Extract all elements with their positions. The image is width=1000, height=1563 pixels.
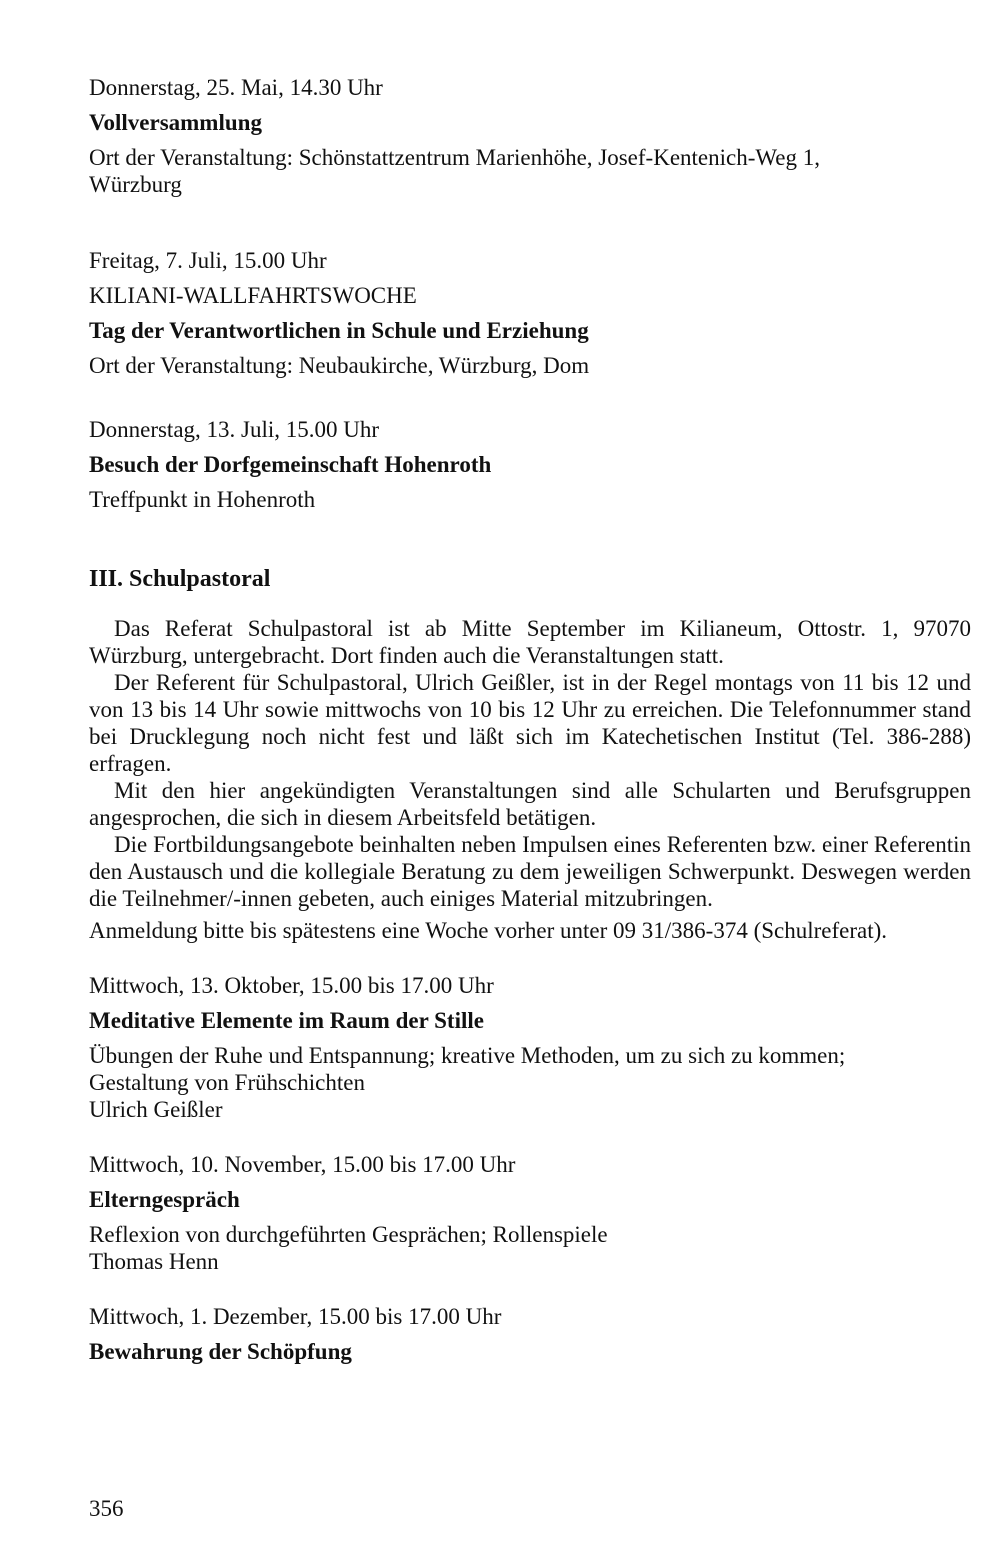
- event-kiliani: [89, 247, 971, 379]
- section-heading: III. Schulpastoral: [89, 566, 271, 592]
- event-speaker: Ulrich Geißler: [89, 1097, 223, 1122]
- event-title: Meditative Elemente im Raum der Stille: [89, 1008, 484, 1033]
- event-location: Ort der Veranstaltung: Schönstattzentrum Marienhöhe, Josef-Kentenich-Weg 1,: [89, 145, 820, 170]
- event-date: Donnerstag, 25. Mai, 14.30 Uhr: [89, 75, 383, 100]
- section-schulpastoral: [89, 566, 971, 944]
- event-elterngespraech: [89, 1151, 971, 1275]
- event-date: Freitag, 7. Juli, 15.00 Uhr: [89, 248, 327, 273]
- event-subtitle: KILIANI-WALLFAHRTSWOCHE: [89, 283, 417, 308]
- event-title: Vollversammlung: [89, 110, 262, 135]
- event-vollversammlung: [89, 74, 971, 198]
- event-location-city: Würzburg: [89, 172, 182, 197]
- event-date: Donnerstag, 13. Juli, 15.00 Uhr: [89, 417, 380, 442]
- event-date: Mittwoch, 1. Dezember, 15.00 bis 17.00 Uhr: [89, 1304, 502, 1329]
- event-date: Mittwoch, 13. Oktober, 15.00 bis 17.00 Uhr: [89, 973, 494, 998]
- event-hohenroth: [89, 416, 971, 513]
- event-date: Mittwoch, 10. November, 15.00 bis 17.00 Uhr: [89, 1152, 516, 1177]
- event-title: Tag der Verantwortlichen in Schule und Erziehung: [89, 318, 589, 343]
- event-location: Ort der Veranstaltung: Neubaukirche, Würzburg, Dom: [89, 353, 590, 378]
- event-description: Reflexion von durchgeführten Gesprächen; Rollenspiele: [89, 1222, 608, 1247]
- section-paragraph: Die Fortbildungsangebote beinhalten neben Impulsen eines Referenten bzw. einer Referentin den Austausch und die kollegiale Beratung zu dem jeweiligen Schwerpunkt. Deswegen werden die Teilnehmer/-innen gebeten, auch einiges Material mitzubringen.: [89, 832, 971, 911]
- event-description: Übungen der Ruhe und Entspannung; kreative Methoden, um zu sich zu kommen;: [89, 1043, 846, 1068]
- event-title: Elterngespräch: [89, 1187, 240, 1212]
- section-paragraph: Mit den hier angekündigten Veranstaltungen sind alle Schularten und Berufsgruppen angesprochen, die sich in diesem Arbeitsfeld betätigen.: [89, 778, 971, 830]
- event-schoepfung: [89, 1303, 971, 1365]
- event-title: Besuch der Dorfgemeinschaft Hohenroth: [89, 452, 492, 477]
- section-paragraph: Der Referent für Schulpastoral, Ulrich Geißler, ist in der Regel montags von 11 bis 12 und von 13 bis 14 Uhr sowie mittwochs von 10 bis 12 Uhr zu erreichen. Die Telefonnummer stand bei Drucklegung noch nicht fest und läßt sich im Katechetischen Institut (Tel. 386-288) erfragen.: [89, 670, 971, 776]
- event-location: Treffpunkt in Hohenroth: [89, 487, 316, 512]
- event-description: Gestaltung von Frühschichten: [89, 1070, 365, 1095]
- section-paragraph: Das Referat Schulpastoral ist ab Mitte September im Kilianeum, Ottostr. 1, 97070 Würzburg, untergebracht. Dort finden auch die Veranstaltungen statt.: [89, 616, 971, 668]
- event-speaker: Thomas Henn: [89, 1249, 219, 1274]
- page-number: 356: [89, 1496, 124, 1521]
- registration-note: Anmeldung bitte bis spätestens eine Woche vorher unter 09 31/386-374 (Schulreferat).: [89, 918, 888, 943]
- event-meditative-elemente: [89, 972, 971, 1123]
- event-title: Bewahrung der Schöpfung: [89, 1339, 352, 1364]
- document-page: [89, 74, 971, 1365]
